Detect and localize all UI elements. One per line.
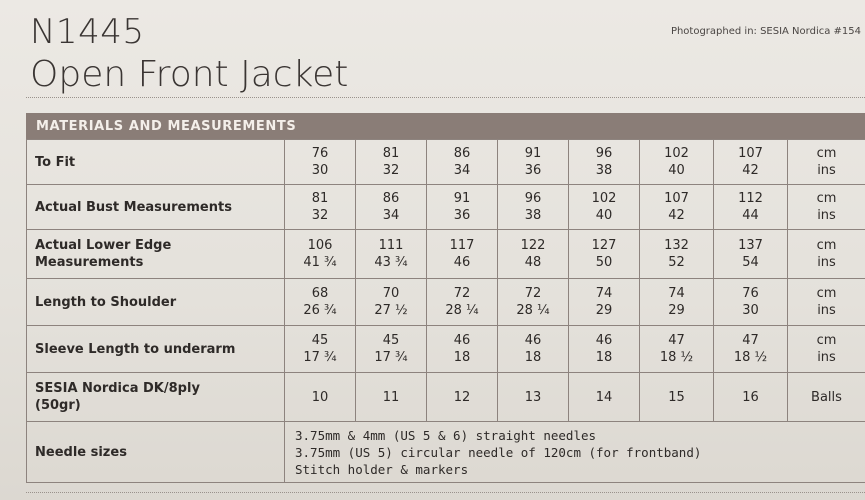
cell: 13 — [498, 373, 569, 422]
cell: 45 17 ¾ — [356, 326, 427, 373]
row-label: Length to Shoulder — [27, 279, 285, 326]
cell: 86 34 — [427, 140, 498, 185]
cell: 47 18 ½ — [640, 326, 714, 373]
row-label: Needle sizes — [27, 422, 285, 483]
unit-cell: cm ins — [788, 279, 865, 326]
cell: 86 34 — [356, 185, 427, 230]
cell: 117 46 — [427, 230, 498, 279]
cell: 127 50 — [569, 230, 640, 279]
cell: 112 44 — [714, 185, 788, 230]
cell: 107 42 — [640, 185, 714, 230]
cell: 137 54 — [714, 230, 788, 279]
row-label: SESIA Nordica DK/8ply (50gr) — [27, 373, 285, 422]
table-row — [27, 373, 865, 422]
unit-cell: cm ins — [788, 230, 865, 279]
cell: 81 32 — [356, 140, 427, 185]
cell: 10 — [285, 373, 356, 422]
row-label: Actual Lower Edge Measurements — [27, 230, 285, 279]
cell: 11 — [356, 373, 427, 422]
cell: 72 28 ¼ — [498, 279, 569, 326]
table-row — [27, 230, 865, 279]
cell: 122 48 — [498, 230, 569, 279]
cell: 96 38 — [498, 185, 569, 230]
cell: 74 29 — [640, 279, 714, 326]
table-header: MATERIALS AND MEASUREMENTS — [26, 113, 865, 139]
cell: 12 — [427, 373, 498, 422]
cell: 16 — [714, 373, 788, 422]
cell: 102 40 — [569, 185, 640, 230]
unit-cell: Balls — [788, 373, 865, 422]
pattern-code: N1445 — [30, 12, 145, 52]
cell: 81 32 — [285, 185, 356, 230]
table-row — [27, 140, 865, 185]
materials-table — [26, 113, 865, 483]
needle-notes: 3.75mm & 4mm (US 5 & 6) straight needles 3.75mm (US 5) circular needle of 120cm (for frontband) Stitch holder & markers — [285, 422, 865, 483]
cell: 132 52 — [640, 230, 714, 279]
cell: 76 30 — [714, 279, 788, 326]
divider-bottom — [26, 492, 865, 493]
measurements-table — [26, 139, 865, 483]
cell: 46 18 — [498, 326, 569, 373]
cell: 46 18 — [427, 326, 498, 373]
cell: 45 17 ¾ — [285, 326, 356, 373]
cell: 76 30 — [285, 140, 356, 185]
table-row — [27, 326, 865, 373]
cell: 68 26 ¾ — [285, 279, 356, 326]
cell: 91 36 — [498, 140, 569, 185]
row-label: Sleeve Length to underarm — [27, 326, 285, 373]
row-label: Actual Bust Measurements — [27, 185, 285, 230]
table-row — [27, 185, 865, 230]
table-row — [27, 422, 865, 483]
cell: 91 36 — [427, 185, 498, 230]
photographed-note: Photographed in: SESIA Nordica #154 — [670, 26, 861, 37]
cell: 47 18 ½ — [714, 326, 788, 373]
unit-cell: cm ins — [788, 326, 865, 373]
cell: 15 — [640, 373, 714, 422]
cell: 46 18 — [569, 326, 640, 373]
cell: 14 — [569, 373, 640, 422]
cell: 102 40 — [640, 140, 714, 185]
pattern-title: Open Front Jacket — [30, 54, 349, 95]
cell: 74 29 — [569, 279, 640, 326]
table-row — [27, 279, 865, 326]
cell: 111 43 ¾ — [356, 230, 427, 279]
cell: 72 28 ¼ — [427, 279, 498, 326]
divider-top — [26, 97, 865, 98]
cell: 107 42 — [714, 140, 788, 185]
cell: 106 41 ¾ — [285, 230, 356, 279]
unit-cell: cm ins — [788, 185, 865, 230]
row-label: To Fit — [27, 140, 285, 185]
cell: 96 38 — [569, 140, 640, 185]
unit-cell: cm ins — [788, 140, 865, 185]
cell: 70 27 ½ — [356, 279, 427, 326]
